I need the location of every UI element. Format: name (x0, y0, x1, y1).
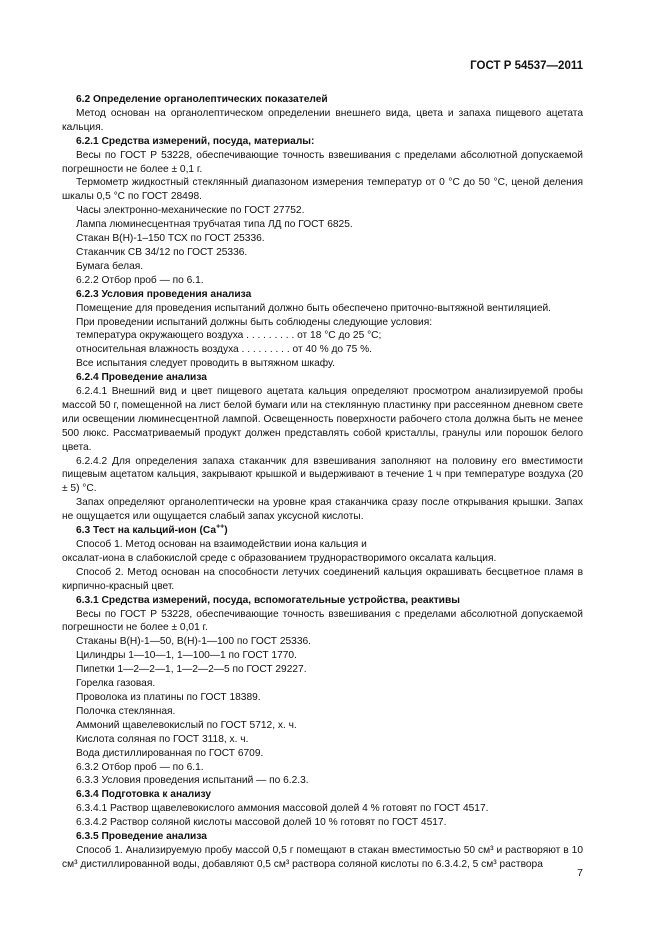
paragraph: относительная влажность воздуха . . . . . . . . . от 40 % до 75 %. (76, 344, 372, 356)
paragraph: Цилиндры 1—10—1, 1—100—1 по ГОСТ 1770. (76, 650, 297, 662)
paragraph: Способ 1. Анализируемую пробу массой 0,5 г помещают в стакан вместимостью 50 см³ и растворяют в 10 см³ дистиллированной воды, добавляют 0,5 см³ раствора соляной кислоты по 6.3.4.2, 5 см³ раствора (62, 844, 583, 870)
section-heading: 6.2 Определение органолептических показателей (76, 94, 328, 105)
paragraph: 6.2.4.2 Для определения запаха стаканчик для взвешивания заполняют на половину его вместимости пищевым ацетатом кальция, закрывают крышкой и выдерживают в течение 1 ч при температуре воздуха (20 ± 5) °С. (62, 455, 583, 495)
paragraph: Способ 1. Метод основан на взаимодействии иона кальция и (76, 539, 367, 550)
paragraph: Лампа люминесцентная трубчатая типа ЛД по ГОСТ 6825. (76, 219, 353, 231)
paragraph: Стакан В(Н)-1–150 ТСХ по ГОСТ 25336. (76, 233, 265, 245)
paragraph: температура окружающего воздуха . . . . . . . . . от 18 °С до 25 °С; (76, 330, 382, 342)
paragraph: Помещение для проведения испытаний должно быть обеспечено приточно-вытяжной вентиляцией. (76, 302, 552, 314)
page-number: 7 (577, 867, 583, 879)
paragraph: 6.3.3 Условия проведения испытаний — по 6.2.3. (76, 775, 309, 787)
paragraph: 6.3.4.2 Раствор соляной кислоты массовой долей 10 % готовят по ГОСТ 4517. (76, 817, 447, 829)
paragraph: Способ 2. Метод основан на способности летучих соединений кальция окрашивать бесцветное пламя в кирпично-красный цвет. (62, 566, 583, 592)
paragraph: Горелка газовая. (76, 678, 156, 690)
doc-header: ГОСТ Р 54537—2011 (470, 60, 583, 72)
section-heading: 6.3.1 Средства измерений, посуда, вспомогательные устройства, реактивы (76, 594, 460, 606)
paragraph: 6.2.2 Отбор проб — по 6.1. (76, 274, 204, 286)
paragraph: Весы по ГОСТ Р 53228, обеспечивающие точность взвешивания с пределами абсолютной допускаемой погрешности не более ± 0,01 г. (62, 608, 583, 634)
paragraph: Запах определяют органолептически на уровне края стаканчика сразу после открывания крышки. Запах не ощущается или ощущается слабый запах уксусной кислоты. (62, 497, 583, 523)
paragraph: Метод основан на органолептическом определении внешнего вида, цвета и запаха пищевого ацетата кальция. (62, 107, 583, 133)
section-heading: 6.3.4 Подготовка к анализу (76, 789, 212, 801)
paragraph: Все испытания следует проводить в вытяжном шкафу. (76, 358, 335, 370)
paragraph: 6.3.2 Отбор проб — по 6.1. (76, 761, 204, 773)
section-heading: 6.2.4 Проведение анализа (76, 372, 207, 384)
paragraph: Часы электронно-механические по ГОСТ 27752. (76, 205, 305, 217)
paragraph: 6.2.4.1 Внешний вид и цвет пищевого ацетата кальция определяют просмотром анализируемой пробы массой 50 г, помещенной на лист белой бумаги или на стеклянную пластинку при рассеянном дневном свете или освещении люминесцентной лампой. Освещенность поверхности рабочего стола должна быть не менее 500 люкс. Рассматриваемый продукт должен представлять собой кристаллы, гранулы или порошок белого цвета. (62, 386, 583, 453)
paragraph: Стаканы В(Н)-1—50, В(Н)-1—100 по ГОСТ 25336. (76, 636, 311, 648)
paragraph: Кислота соляная по ГОСТ 3118, х. ч. (76, 733, 249, 745)
section-heading: 6.2.3 Условия проведения анализа (76, 288, 252, 300)
paragraph: Бумага белая. (76, 260, 144, 272)
paragraph: При проведении испытаний должны быть соблюдены следующие условия: (76, 316, 433, 328)
paragraph: Пипетки 1—2—2—1, 1—2—2—5 по ГОСТ 29227. (76, 664, 307, 676)
paragraph: 6.3.4.1 Раствор щавелевокислого аммония массовой долей 4 % готовят по ГОСТ 4517. (76, 803, 489, 815)
paragraph: Проволока из платины по ГОСТ 18389. (76, 691, 261, 703)
paragraph: оксалат-иона в слабокислой среде с образованием труднорастворимого оксалата кальция. (62, 552, 497, 564)
paragraph: Стаканчик СВ 34/12 по ГОСТ 25336. (76, 246, 248, 258)
paragraph: Весы по ГОСТ Р 53228, обеспечивающие точность взвешивания с пределами абсолютной допускаемой погрешности не более ± 0,1 г. (62, 149, 583, 175)
section-heading: 6.3.5 Проведение анализа (76, 831, 207, 843)
paragraph: Термометр жидкостный стеклянный диапазоном измерения температур от 0 °С до 50 °С, ценой деления шкалы 0,5 °С по ГОСТ 28498. (62, 177, 583, 203)
paragraph: Вода дистиллированная по ГОСТ 6709. (76, 747, 264, 759)
document-body (62, 93, 583, 872)
section-heading: 6.3 Тест на кальций-ион (Са++) (76, 523, 228, 537)
paragraph: Аммоний щавелевокислый по ГОСТ 5712, х. ч. (76, 719, 297, 731)
paragraph: Полочка стеклянная. (76, 705, 176, 717)
section-heading: 6.2.1 Средства измерений, посуда, материалы: (76, 135, 315, 147)
